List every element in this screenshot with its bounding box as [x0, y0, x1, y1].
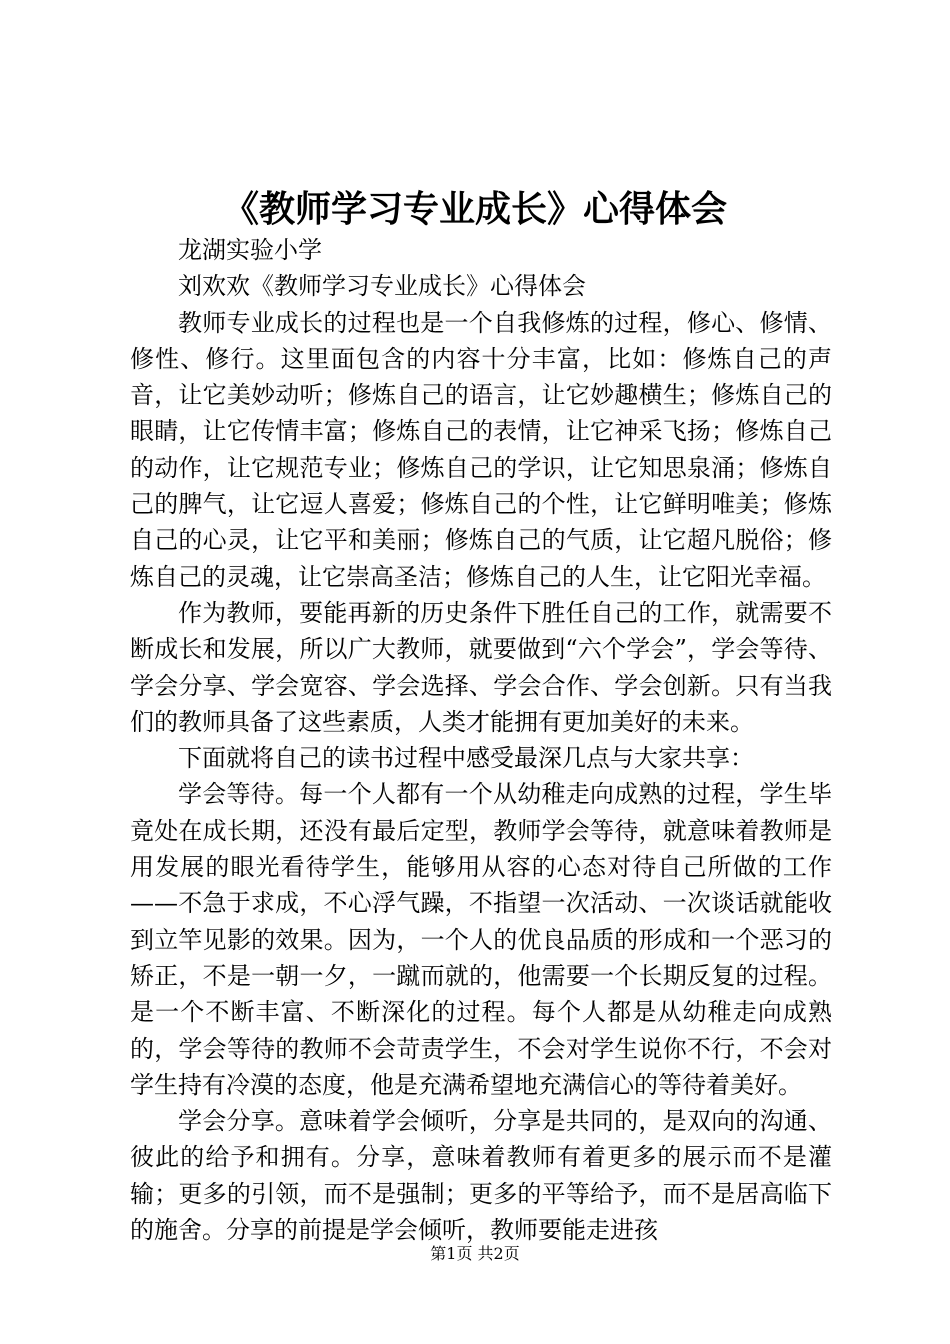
- document-title: 《教师学习专业成长》心得体会: [222, 188, 727, 230]
- paragraph-six-skills: 作为教师，要能再新的历史条件下胜任自己的工作，就需要不断成长和发展，所以广大教师，就要做到“六个学会”，学会等待、学会分享、学会宽容、学会选择、学会合作、学会创新。只有当我们的教师具备了这些素质，人类才能拥有更加美好的未来。: [130, 598, 832, 736]
- paragraph-school: 龙湖实验小学: [178, 236, 322, 264]
- document-body: [130, 232, 832, 1248]
- page-footer: 第1页 共2页: [430, 1244, 520, 1263]
- paragraph-learn-sharing: 学会分享。意味着学会倾听，分享是共同的，是双向的沟通、彼此的给予和拥有。分享，意味着教师有着更多的展示而不是灌输；更多的引领，而不是强制；更多的平等给予，而不是居高临下的施舍。分享的前提是学会倾听，教师要能走进孩: [130, 1107, 832, 1245]
- paragraph-learn-waiting: 学会等待。每一个人都有一个从幼稚走向成熟的过程，学生毕竟处在成长期，还没有最后定型，教师学会等待，就意味着教师是用发展的眼光看待学生，能够用从容的心态对待自己所做的工作——不急于求成，不心浮气躁，不指望一次活动、一次谈话就能收到立竿见影的效果。因为，一个人的优良品质的形成和一个恶习的矫正，不是一朝一夕，一蹴而就的，他需要一个长期反复的过程。是一个不断丰富、不断深化的过程。每个人都是从幼稚走向成熟的，学会等待的教师不会苛责学生，不会对学生说你不行，不会对学生持有冷漠的态度，他是充满希望地充满信心的等待着美好。: [130, 780, 832, 1099]
- paragraph-author-title: 刘欢欢《教师学习专业成长》心得体会: [178, 272, 586, 301]
- paragraph-intro: 教师专业成长的过程也是一个自我修炼的过程，修心、修情、修性、修行。这里面包含的内容十分丰富，比如：修炼自己的声音，让它美妙动听；修炼自己的语言，让它妙趣横生；修炼自己的眼睛，让它传情丰富；修炼自己的表情，让它神采飞扬；修炼自己的动作，让它规范专业；修炼自己的学识，让它知思泉涌；修炼自己的脾气，让它逗人喜爱；修炼自己的个性，让它鲜明唯美；修炼自己的心灵，让它平和美丽；修炼自己的气质，让它超凡脱俗；修炼自己的灵魂，让它崇高圣洁；修炼自己的人生，让它阳光幸福。: [130, 308, 832, 591]
- paragraph-share-intro: 下面就将自己的读书过程中感受最深几点与大家共享：: [178, 744, 754, 773]
